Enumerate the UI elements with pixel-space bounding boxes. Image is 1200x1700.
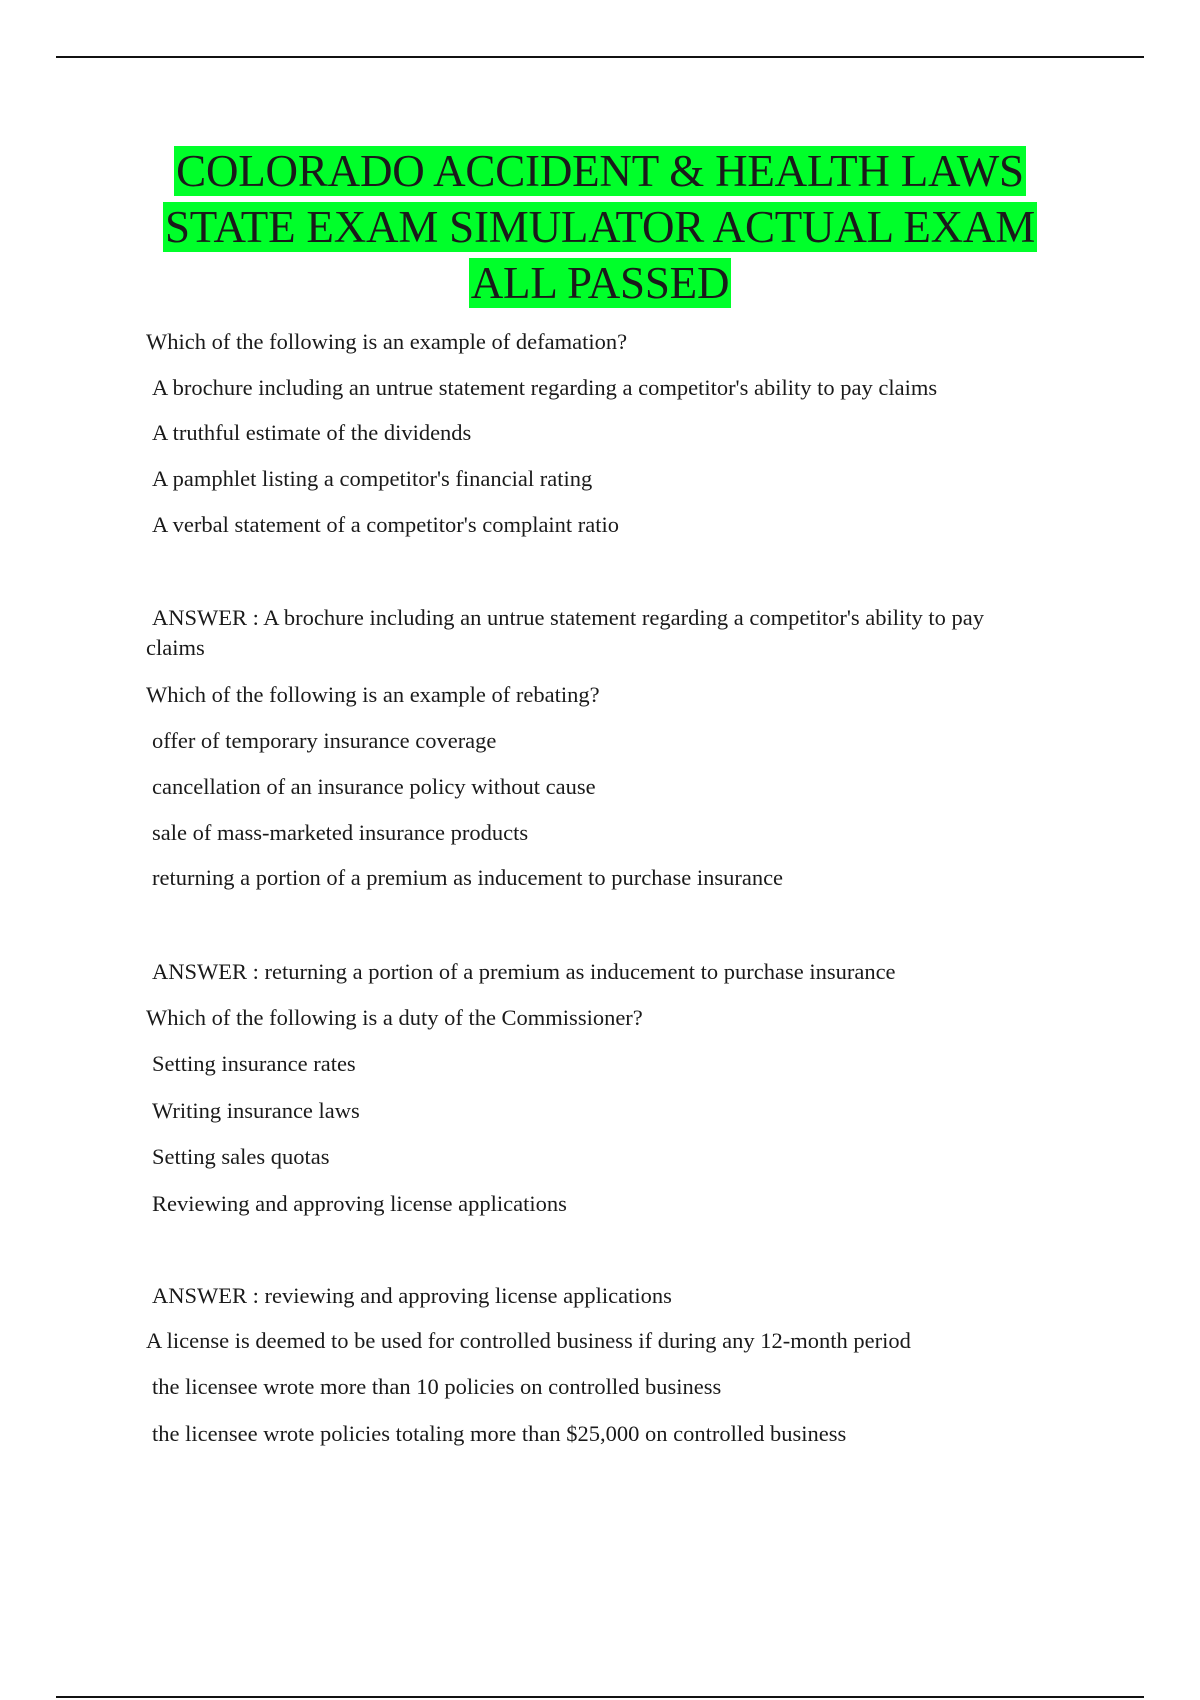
- question-text: Which of the following is an example of defamation?: [146, 329, 628, 354]
- title-line: COLORADO ACCIDENT & HEALTH LAWS: [176, 146, 1024, 196]
- answer-option: Writing insurance laws: [152, 1098, 360, 1123]
- answer-key: ANSWER : reviewing and approving license applications: [152, 1283, 672, 1308]
- answer-option: sale of mass-marketed insurance products: [152, 820, 529, 845]
- answer-option: A truthful estimate of the dividends: [152, 420, 472, 445]
- answer-key: ANSWER : A brochure including an untrue statement regarding a competitor's ability to pay: [152, 605, 984, 630]
- question-text: Which of the following is an example of rebating?: [146, 682, 600, 707]
- answer-option: Setting insurance rates: [152, 1051, 356, 1076]
- answer-option: cancellation of an insurance policy without cause: [152, 774, 596, 799]
- title-line: ALL PASSED: [470, 258, 730, 308]
- question-text: A license is deemed to be used for controlled business if during any 12-month period: [146, 1328, 911, 1353]
- answer-key-continued: claims: [146, 635, 205, 660]
- answer-option: A verbal statement of a competitor's complaint ratio: [152, 512, 620, 537]
- title-line: STATE EXAM SIMULATOR ACTUAL EXAM: [164, 202, 1036, 252]
- answer-option: returning a portion of a premium as inducement to purchase insurance: [152, 865, 784, 890]
- footer-rule: [56, 1696, 1144, 1698]
- header-rule: [56, 56, 1144, 58]
- answer-option: Setting sales quotas: [152, 1144, 330, 1169]
- answer-option: offer of temporary insurance coverage: [152, 728, 497, 753]
- answer-option: A brochure including an untrue statement regarding a competitor's ability to pay claims: [152, 375, 938, 400]
- question-text: Which of the following is a duty of the Commissioner?: [146, 1005, 643, 1030]
- answer-option: A pamphlet listing a competitor's financial rating: [152, 466, 593, 491]
- answer-key: ANSWER : returning a portion of a premium as inducement to purchase insurance: [152, 959, 896, 984]
- answer-option: the licensee wrote more than 10 policies on controlled business: [152, 1374, 722, 1399]
- answer-option: the licensee wrote policies totaling more than $25,000 on controlled business: [152, 1421, 847, 1446]
- document-title: [60, 143, 1140, 311]
- answer-option: Reviewing and approving license applications: [152, 1191, 567, 1216]
